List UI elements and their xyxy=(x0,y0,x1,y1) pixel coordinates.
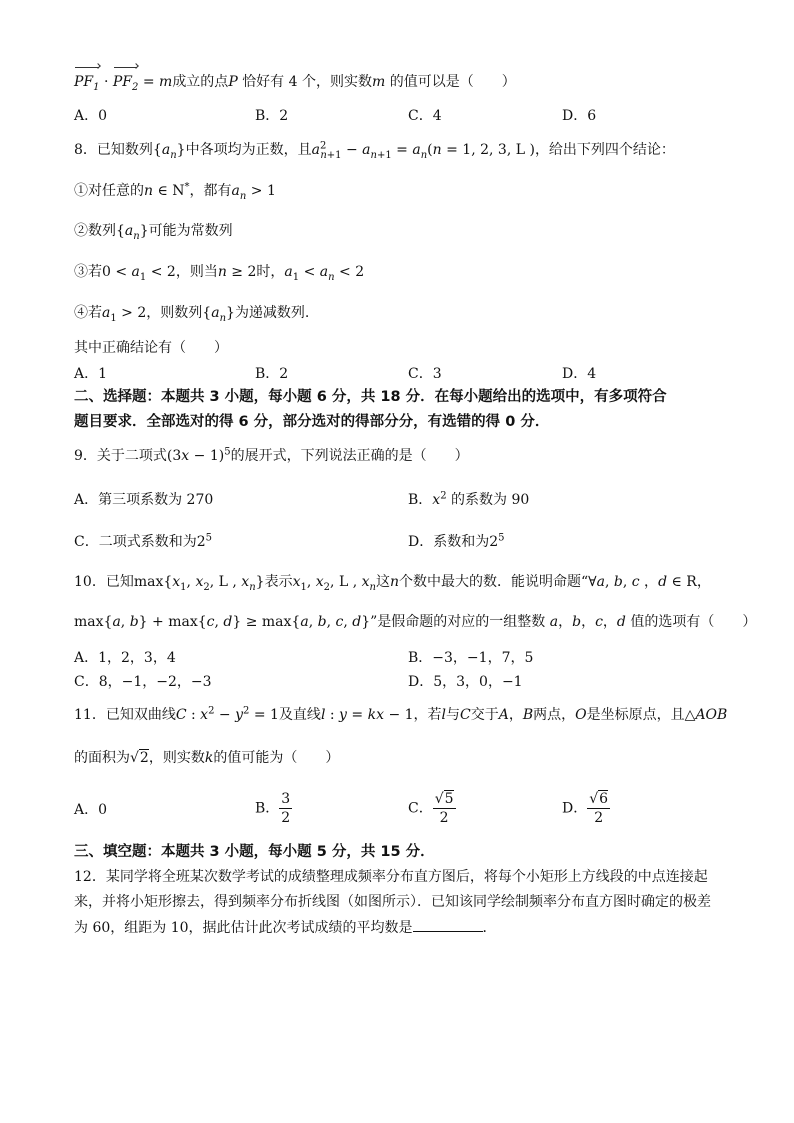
q10-option-d[interactable]: D．5，3，0，−1 xyxy=(408,674,523,690)
q10-option-b[interactable]: B．−3，−1，7，5 xyxy=(408,650,534,666)
q12-line2: 来，并将小矩形擦去，得到频率分布折线图（如图所示）．已知该同学绘制频率分布直方图时确定的极差 xyxy=(74,894,711,910)
q8-ask: 其中正确结论有（ ） xyxy=(74,340,228,356)
section2-heading-line1: 二、选择题：本题共 3 小题，每小题 6 分，共 18 分．在每小题给出的选项中，有多项符合 xyxy=(74,389,667,405)
q11-stem-line2: 的面积为√2，则实数k的值可能为（ ） xyxy=(74,750,340,766)
q8-option-c[interactable]: C．3 xyxy=(408,366,442,382)
q11-option-a[interactable]: A．0 xyxy=(74,802,108,818)
q9-option-c[interactable]: C．二项式系数和为$2^5$ xyxy=(74,532,213,550)
q7-tail-line: $PF_1 \cdot PF_2 = m$成立的点P 恰好有 4 个，则实数m 的值可以是（ ） xyxy=(74,74,516,93)
q8-stem: 8．已知数列$\{a_n\}$中各项均为正数，且$a^2_{n+1} - a_{n+1} = a_n(n = 1$, 2, 3, L )，给出下列四个结论： xyxy=(74,140,675,161)
q7-option-a[interactable]: A．0 xyxy=(74,108,108,124)
q7-option-c[interactable]: C．4 xyxy=(408,108,442,124)
q10-stem-line2: max{a, b} + max{c, d} ≥ max{a, b, c, d}”是假命题的对应的一组整数 a，b，c，d 值的选项有（ ） xyxy=(74,614,757,630)
q12-line1: 12．某同学将全班某次数学考试的成绩整理成频率分布直方图后，将每个小矩形上方线段的中点连接起 xyxy=(74,869,708,885)
q8-option-a[interactable]: A．1 xyxy=(74,366,108,382)
fraction-3-over-2: $\frac{3}{2}$ xyxy=(281,791,291,826)
q12-line3: 为 60，组距为 10，据此估计此次考试成绩的平均数是 ． xyxy=(74,917,497,938)
q7-option-b[interactable]: B．2 xyxy=(255,108,289,124)
q11-option-c[interactable]: C． $\frac{√5}{2}$ xyxy=(408,791,454,826)
q8-statement-2: ②数列$\{a_n\}$可能为常数列 xyxy=(74,223,233,242)
q9-stem: 9．关于二项式$(3x - 1)^5$的展开式，下列说法正确的是（ ） xyxy=(74,446,469,464)
q8-option-d[interactable]: D．4 xyxy=(562,366,597,382)
answer-blank[interactable] xyxy=(413,917,483,932)
q11-option-b[interactable]: B． $\frac{3}{2}$ xyxy=(255,791,291,826)
q9-option-a[interactable]: A．第三项系数为 270 xyxy=(74,492,214,508)
q10-stem-line1: 10．已知$\max\{x_1$, $x_2$, L , $x_n$}表示$x_1$, $x_2$, L , $x_n$这n个数中最大的数．能说明命题“∀a, b, c ，d ∈ R， xyxy=(74,574,711,593)
section3-heading: 三、填空题：本题共 3 小题，每小题 5 分，共 15 分． xyxy=(74,844,435,860)
q9-option-b[interactable]: B．$x^2$ 的系数为 90 xyxy=(408,490,530,508)
q8-statement-3: ③若$0 < a_1 < 2$，则当n ≥ 2时，$a_1 < a_n < 2$ xyxy=(74,264,365,283)
q10-option-a[interactable]: A．1，2，3，4 xyxy=(74,650,176,666)
q8-statement-1: ①对任意的n ∈ N*，都有$a_n > 1$ xyxy=(74,181,276,202)
q11-option-d[interactable]: D． $\frac{√6}{2}$ xyxy=(562,791,609,826)
q10-option-c[interactable]: C．8，−1，−2，−3 xyxy=(74,674,212,690)
fraction-sqrt5-over-2: $\frac{√5}{2}$ xyxy=(434,791,454,826)
q9-option-d[interactable]: D．系数和为$2^5$ xyxy=(408,532,505,550)
q8-option-b[interactable]: B．2 xyxy=(255,366,289,382)
fraction-sqrt6-over-2: $\frac{√6}{2}$ xyxy=(589,791,609,826)
q7-option-d[interactable]: D．6 xyxy=(562,108,597,124)
q8-statement-4: ④若$a_1 > 2$，则数列$\{a_n\}$为递减数列. xyxy=(74,305,310,324)
section2-heading-line2: 题目要求．全部选对的得 6 分，部分选对的得部分分，有选错的得 0 分． xyxy=(74,414,550,430)
q11-stem-line1: 11．已知双曲线C : $x^2 - y^2 = 1$及直线l : y = kx − 1，若l与C交于A，B两点，O是坐标原点，且△AOB xyxy=(74,705,728,723)
